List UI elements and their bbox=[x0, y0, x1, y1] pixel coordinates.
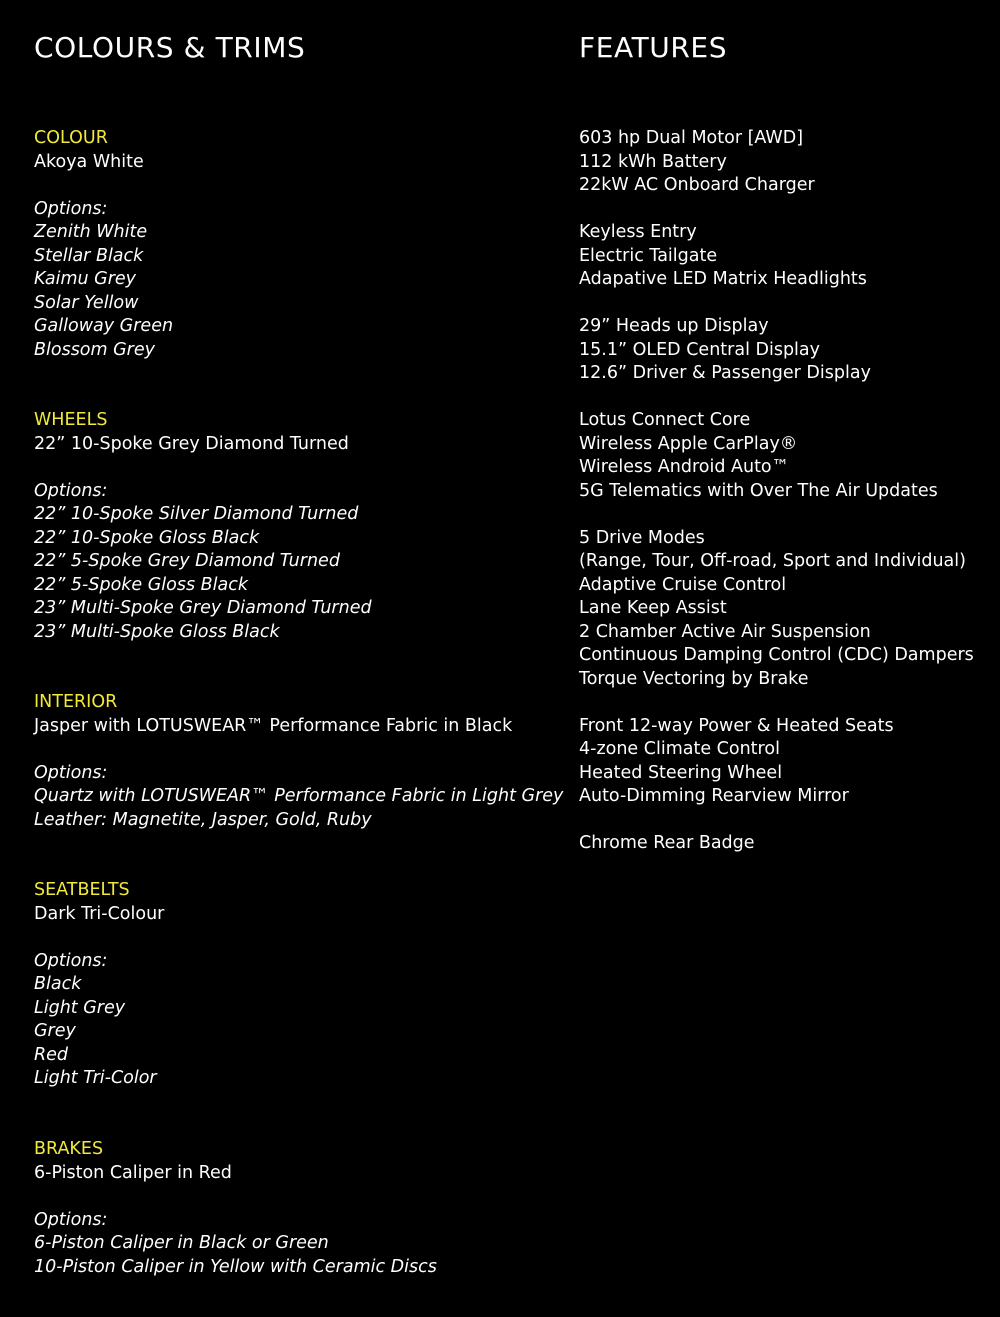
section-heading: WHEELS bbox=[34, 410, 108, 430]
option-item: 10-Piston Caliper in Yellow with Ceramic Discs bbox=[34, 1256, 437, 1277]
section-heading: SEATBELTS bbox=[34, 880, 130, 900]
option-item: 23” Multi-Spoke Gloss Black bbox=[34, 621, 280, 642]
feature-item: Wireless Android Auto™ bbox=[579, 457, 790, 477]
feature-item: Front 12-way Power & Heated Seats bbox=[579, 715, 894, 736]
feature-item: 15.1” OLED Central Display bbox=[579, 339, 821, 360]
seatbelts-section bbox=[34, 879, 564, 1091]
option-item: 6-Piston Caliper in Black or Green bbox=[34, 1233, 329, 1253]
feature-item: Continuous Damping Control (CDC) Dampers bbox=[579, 645, 974, 665]
option-item: 22” 5-Spoke Gloss Black bbox=[34, 574, 249, 595]
standard-value: Dark Tri-Colour bbox=[34, 903, 165, 924]
option-item: Black bbox=[34, 974, 82, 994]
option-item: Red bbox=[34, 1044, 69, 1065]
section-heading: INTERIOR bbox=[34, 692, 118, 712]
option-item: Zenith White bbox=[34, 222, 148, 242]
feature-item: Lotus Connect Core bbox=[579, 410, 751, 430]
option-item: 22” 5-Spoke Grey Diamond Turned bbox=[34, 551, 340, 571]
option-item: Light Grey bbox=[34, 997, 126, 1018]
options-label: Options: bbox=[34, 1209, 108, 1230]
option-item: Solar Yellow bbox=[34, 292, 139, 313]
colours-trims-title: COLOURS & TRIMS bbox=[34, 31, 306, 64]
section-heading: COLOUR bbox=[34, 128, 108, 148]
feature-item: Lane Keep Assist bbox=[579, 598, 727, 618]
option-item: Leather: Magnetite, Jasper, Gold, Ruby bbox=[34, 809, 372, 830]
feature-item: Adaptive Cruise Control bbox=[579, 574, 787, 595]
feature-item: Adapative LED Matrix Headlights bbox=[579, 269, 867, 289]
option-item: Quartz with LOTUSWEAR™ Performance Fabric in Light Grey bbox=[34, 786, 564, 806]
feature-item: Heated Steering Wheel bbox=[579, 762, 783, 783]
options-label: Options: bbox=[34, 762, 108, 783]
option-item: Grey bbox=[34, 1021, 76, 1041]
option-item: Galloway Green bbox=[34, 316, 174, 336]
options-label: Options: bbox=[34, 198, 108, 219]
option-item: Light Tri-Color bbox=[34, 1068, 157, 1088]
colour-section bbox=[34, 127, 564, 362]
feature-item: 2 Chamber Active Air Suspension bbox=[579, 621, 871, 642]
feature-item: Chrome Rear Badge bbox=[579, 833, 755, 853]
option-item: 23” Multi-Spoke Grey Diamond Turned bbox=[34, 598, 372, 618]
feature-item: 29” Heads up Display bbox=[579, 316, 769, 336]
standard-value: 22” 10-Spoke Grey Diamond Turned bbox=[34, 433, 349, 454]
feature-item: 4-zone Climate Control bbox=[579, 739, 780, 759]
standard-value: Akoya White bbox=[34, 151, 144, 172]
feature-item: (Range, Tour, Off-road, Sport and Individual) bbox=[579, 551, 966, 571]
wheels-section bbox=[34, 409, 564, 644]
features-list bbox=[579, 127, 994, 856]
feature-item: Auto-Dimming Rearview Mirror bbox=[579, 786, 849, 806]
feature-item: 22kW AC Onboard Charger bbox=[579, 175, 815, 195]
feature-item: 112 kWh Battery bbox=[579, 151, 727, 172]
feature-item: 12.6” Driver & Passenger Display bbox=[579, 363, 871, 383]
section-heading: BRAKES bbox=[34, 1139, 104, 1159]
option-item: 22” 10-Spoke Gloss Black bbox=[34, 527, 260, 548]
standard-value: Jasper with LOTUSWEAR™ Performance Fabric in Black bbox=[34, 715, 513, 736]
options-label: Options: bbox=[34, 950, 108, 971]
brakes-section bbox=[34, 1138, 564, 1279]
feature-item: 603 hp Dual Motor [AWD] bbox=[579, 128, 804, 148]
standard-value: 6-Piston Caliper in Red bbox=[34, 1162, 232, 1183]
feature-item: 5G Telematics with Over The Air Updates bbox=[579, 480, 938, 501]
option-item: Kaimu Grey bbox=[34, 269, 137, 289]
options-label: Options: bbox=[34, 480, 108, 501]
option-item: 22” 10-Spoke Silver Diamond Turned bbox=[34, 504, 359, 524]
features-title: FEATURES bbox=[579, 31, 728, 64]
option-item: Blossom Grey bbox=[34, 339, 156, 360]
feature-item: Keyless Entry bbox=[579, 222, 697, 242]
interior-section bbox=[34, 691, 564, 832]
feature-item: Electric Tailgate bbox=[579, 245, 718, 266]
option-item: Stellar Black bbox=[34, 245, 144, 266]
feature-item: Torque Vectoring by Brake bbox=[579, 668, 809, 689]
feature-item: 5 Drive Modes bbox=[579, 527, 705, 548]
feature-item: Wireless Apple CarPlay® bbox=[579, 433, 798, 454]
